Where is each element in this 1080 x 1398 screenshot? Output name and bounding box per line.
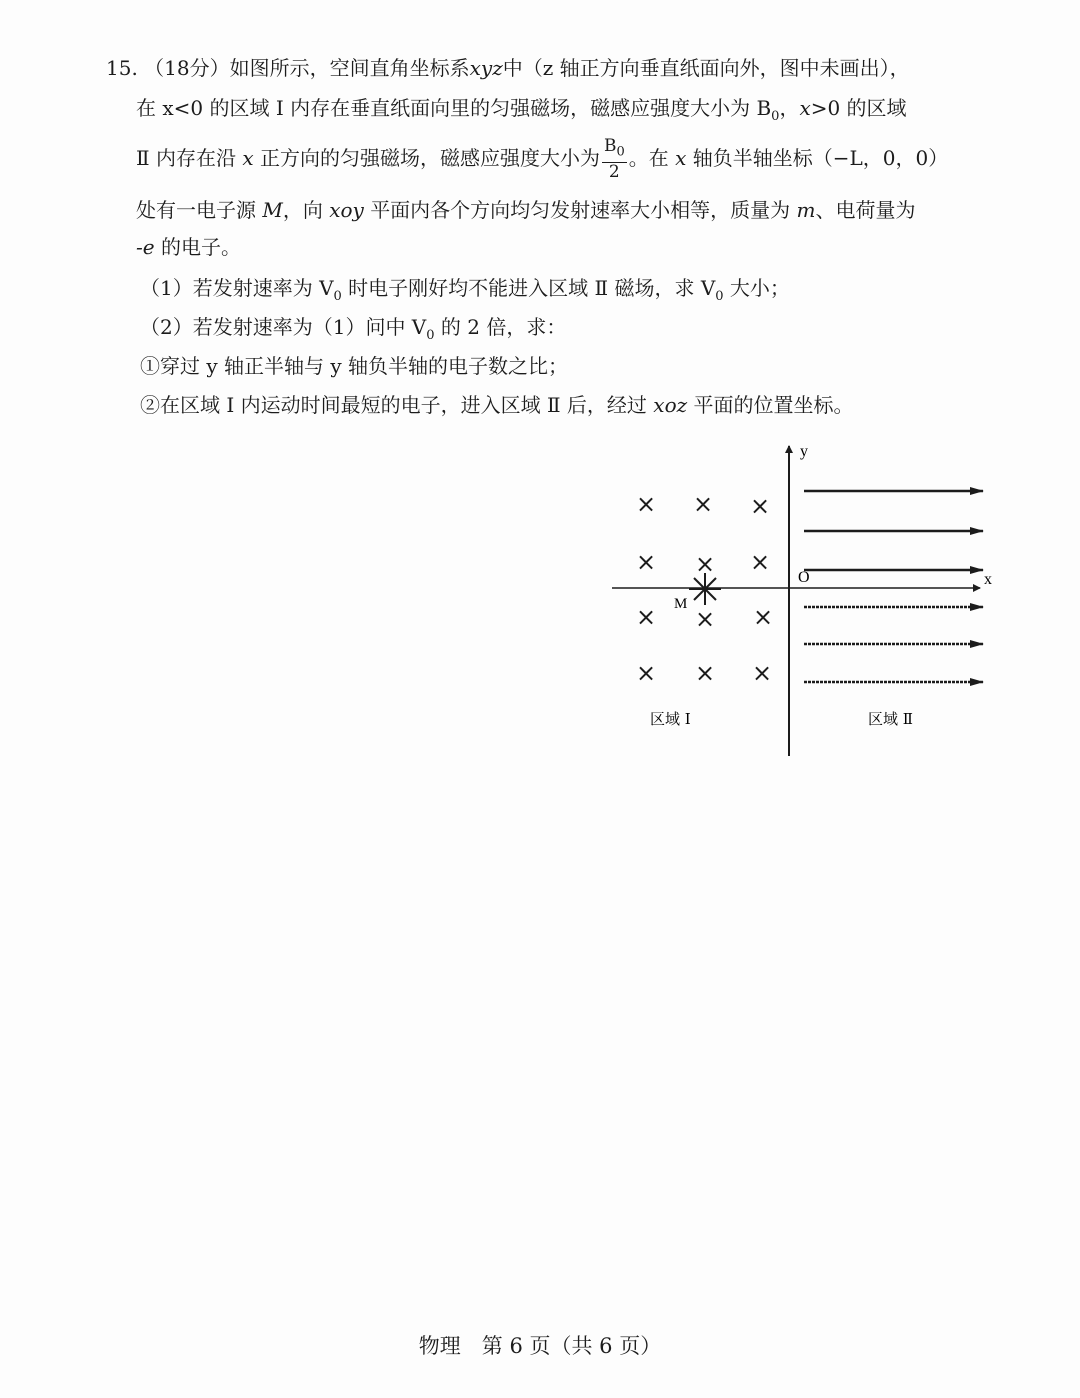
problem-text: 在 x<0 的区域 Ⅰ 内存在垂直纸面向里的匀强磁场，磁感应强度大小为 B [136,96,772,120]
field-cross: × [692,490,714,518]
subscript: 0 [616,144,625,160]
region2-field-arrows [804,491,983,682]
question-text: ②在区域 Ⅰ 内运动时间最短的电子，进入区域 Ⅱ 后，经过 [140,393,647,417]
problem-text: xyz [469,56,503,80]
question-2-part-2 [140,391,854,419]
problem-text: 如图所示，空间直角坐标系 [229,56,470,80]
problem-text: >0 的区域 [810,96,907,120]
problem-text: ，向 [282,198,323,222]
subscript: 0 [426,328,435,343]
problem-text: 轴负半轴坐标（−L，0，0） [692,146,949,170]
fraction-b0-over-2 [602,137,627,181]
field-cross: × [635,490,657,518]
problem-text: x [675,146,687,170]
question-2-part-1 [140,352,568,380]
problem-text: m [796,198,816,222]
electron-source-burst [689,573,721,605]
field-cross: × [752,603,774,631]
region1-label: 区域 Ⅰ [650,710,691,728]
question-text: 的 2 倍，求： [434,315,567,339]
problem-text: 。在 [628,146,669,170]
field-cross: × [635,603,657,631]
problem-text: 、电荷量为 [815,198,916,222]
problem-text: xoy [329,198,364,222]
magnetic-field-diagram [600,436,1010,766]
question-text: 平面的位置坐标。 [693,393,854,417]
problem-number: 15. [106,56,138,80]
subscript: 0 [715,289,724,304]
field-cross: × [749,492,771,520]
fraction-numerator: B [603,136,617,157]
question-text: xoz [653,393,688,417]
problem-line-1 [106,54,910,82]
problem-text: Ⅱ 内存在沿 [136,146,236,170]
subscript: 0 [771,109,780,124]
x-axis-label: x [984,571,992,588]
question-text: （2）若发射速率为（1）问中 V [140,315,427,339]
problem-text: x [242,146,254,170]
question-1 [140,274,790,311]
subscript: 0 [333,289,342,304]
field-cross: × [749,548,771,576]
field-cross: × [694,605,716,633]
y-axis-label: y [800,443,808,460]
field-cross: × [694,550,716,578]
problem-line-4 [136,196,916,224]
problem-text: 平面内各个方向均匀发射速率大小相等，质量为 [370,198,791,222]
fraction-denominator: 2 [608,161,620,182]
problem-text: 中（z 轴正方向垂直纸面向外，图中未画出）， [502,56,910,80]
problem-line-2 [136,94,907,131]
field-cross: × [635,659,657,687]
page-footer: 物理 第 6 页（共 6 页） [418,1334,662,1358]
problem-text: 的电子。 [160,235,241,259]
problem-line-5 [136,233,241,261]
problem-points: （18分） [144,56,230,80]
field-cross: × [751,659,773,687]
problem-line-3 [136,136,948,182]
field-cross: × [635,548,657,576]
problem-text: -e [136,235,155,259]
question-text: 大小； [723,276,790,300]
problem-text: 正方向的匀强磁场，磁感应强度大小为 [259,146,600,170]
problem-text: 处有一电子源 [136,198,256,222]
problem-text: x [799,96,811,120]
field-cross: × [694,659,716,687]
source-label-m: M [674,596,688,612]
question-text: ①穿过 y 轴正半轴与 y 轴负半轴的电子数之比； [140,354,569,378]
question-text: （1）若发射速率为 V [140,276,334,300]
origin-label: O [798,569,810,586]
problem-text: ， [779,96,800,120]
problem-text: M [262,198,283,222]
question-text: 时电子刚好均不能进入区域 Ⅱ 磁场，求 V [341,276,716,300]
question-2 [140,313,566,350]
region2-label: 区域 Ⅱ [868,710,913,728]
